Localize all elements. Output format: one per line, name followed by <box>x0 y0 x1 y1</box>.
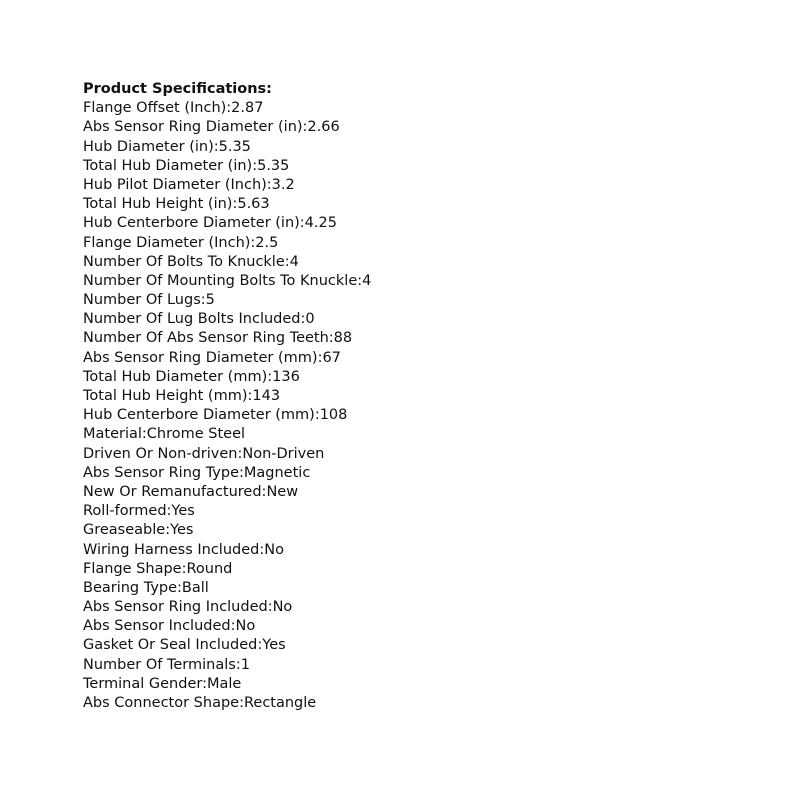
spec-row: Driven Or Non-driven:Non-Driven <box>83 445 325 462</box>
spec-row: Hub Pilot Diameter (Inch):3.2 <box>83 176 295 193</box>
spec-row: Number Of Mounting Bolts To Knuckle:4 <box>83 272 372 289</box>
spec-row: Abs Connector Shape:Rectangle <box>83 695 317 711</box>
spec-row: Flange Shape:Round <box>83 560 233 577</box>
spec-row: Number Of Terminals:1 <box>83 656 250 673</box>
spec-row: Number Of Bolts To Knuckle:4 <box>83 253 299 270</box>
spec-row: Number Of Lug Bolts Included:0 <box>83 311 315 328</box>
spec-row: Abs Sensor Included:No <box>83 618 256 635</box>
spec-row: Abs Sensor Ring Diameter (mm):67 <box>83 349 341 366</box>
spec-list <box>83 99 371 713</box>
spec-row: Flange Diameter (Inch):2.5 <box>83 234 279 251</box>
spec-row: Total Hub Height (in):5.63 <box>83 196 270 213</box>
spec-row: Abs Sensor Ring Diameter (in):2.66 <box>83 119 340 136</box>
spec-row: Material:Chrome Steel <box>83 426 246 443</box>
product-specifications <box>83 80 371 713</box>
spec-row: Terminal Gender:Male <box>83 675 242 692</box>
spec-row: New Or Remanufactured:New <box>83 483 299 500</box>
spec-row: Number Of Abs Sensor Ring Teeth:88 <box>83 330 353 347</box>
spec-row: Roll-formed:Yes <box>83 503 195 520</box>
spec-row: Hub Centerbore Diameter (mm):108 <box>83 407 348 424</box>
spec-row: Number Of Lugs:5 <box>83 292 215 309</box>
spec-row: Abs Sensor Ring Included:No <box>83 599 293 616</box>
spec-row: Abs Sensor Ring Type:Magnetic <box>83 464 311 481</box>
spec-row: Bearing Type:Ball <box>83 579 209 596</box>
spec-row: Gasket Or Seal Included:Yes <box>83 637 286 654</box>
spec-row: Total Hub Diameter (mm):136 <box>83 368 300 385</box>
spec-row: Greaseable:Yes <box>83 522 194 539</box>
spec-row: Total Hub Diameter (in):5.35 <box>83 157 290 174</box>
spec-row: Flange Offset (Inch):2.87 <box>83 100 264 117</box>
spec-row: Wiring Harness Included:No <box>83 541 284 558</box>
spec-row: Hub Centerbore Diameter (in):4.25 <box>83 215 337 232</box>
spec-heading: Product Specifications: <box>83 81 272 97</box>
spec-row: Hub Diameter (in):5.35 <box>83 138 251 155</box>
spec-row: Total Hub Height (mm):143 <box>83 388 281 404</box>
